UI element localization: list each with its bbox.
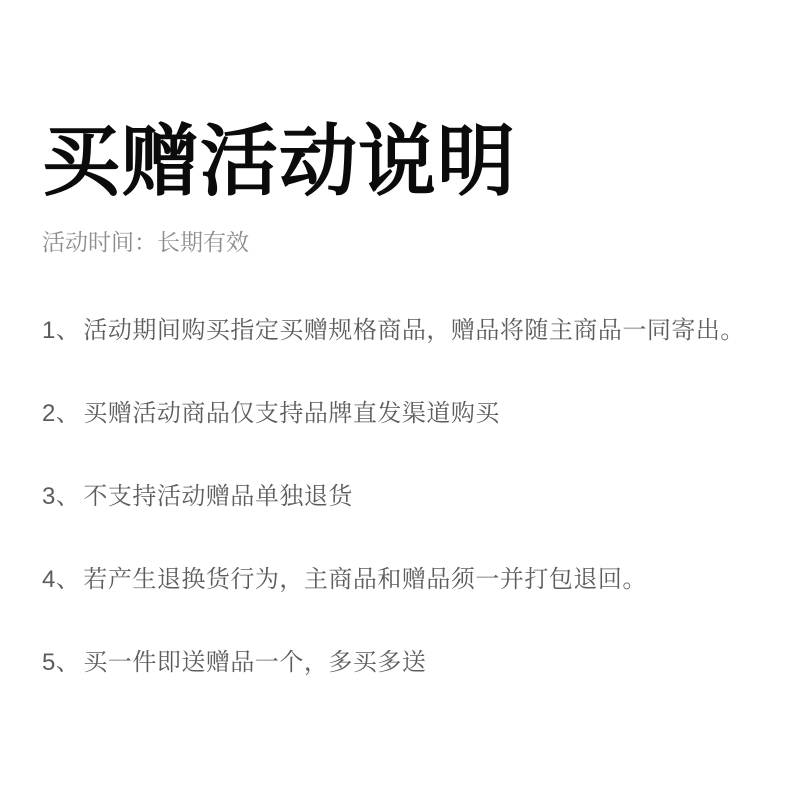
- activity-time: [42, 227, 758, 257]
- term-5-text: 买一件即送赠品一个，多买多送: [83, 649, 427, 677]
- term-4-marker: 4、: [42, 566, 81, 594]
- activity-time-value: 长期有效: [157, 229, 249, 256]
- term-item-3: [42, 483, 758, 511]
- term-item-4: [42, 566, 758, 594]
- term-1-marker: 1、: [42, 317, 81, 345]
- terms-list: [42, 317, 758, 677]
- term-2-marker: 2、: [42, 400, 81, 428]
- term-item-1: [42, 317, 758, 345]
- term-5-marker: 5、: [42, 649, 81, 677]
- term-2-text: 买赠活动商品仅支持品牌直发渠道购买: [83, 400, 500, 428]
- term-4-text: 若产生退换货行为，主商品和赠品须一并打包退回。: [83, 566, 647, 594]
- term-3-text: 不支持活动赠品单独退货: [83, 483, 353, 511]
- term-3-marker: 3、: [42, 483, 81, 511]
- term-item-5: [42, 649, 758, 677]
- page-title: 买赠活动说明: [42, 117, 517, 205]
- term-1-text: 活动期间购买指定买赠规格商品，赠品将随主商品一同寄出。: [83, 317, 745, 345]
- term-item-2: [42, 400, 758, 428]
- activity-time-label: 活动时间：: [42, 229, 157, 256]
